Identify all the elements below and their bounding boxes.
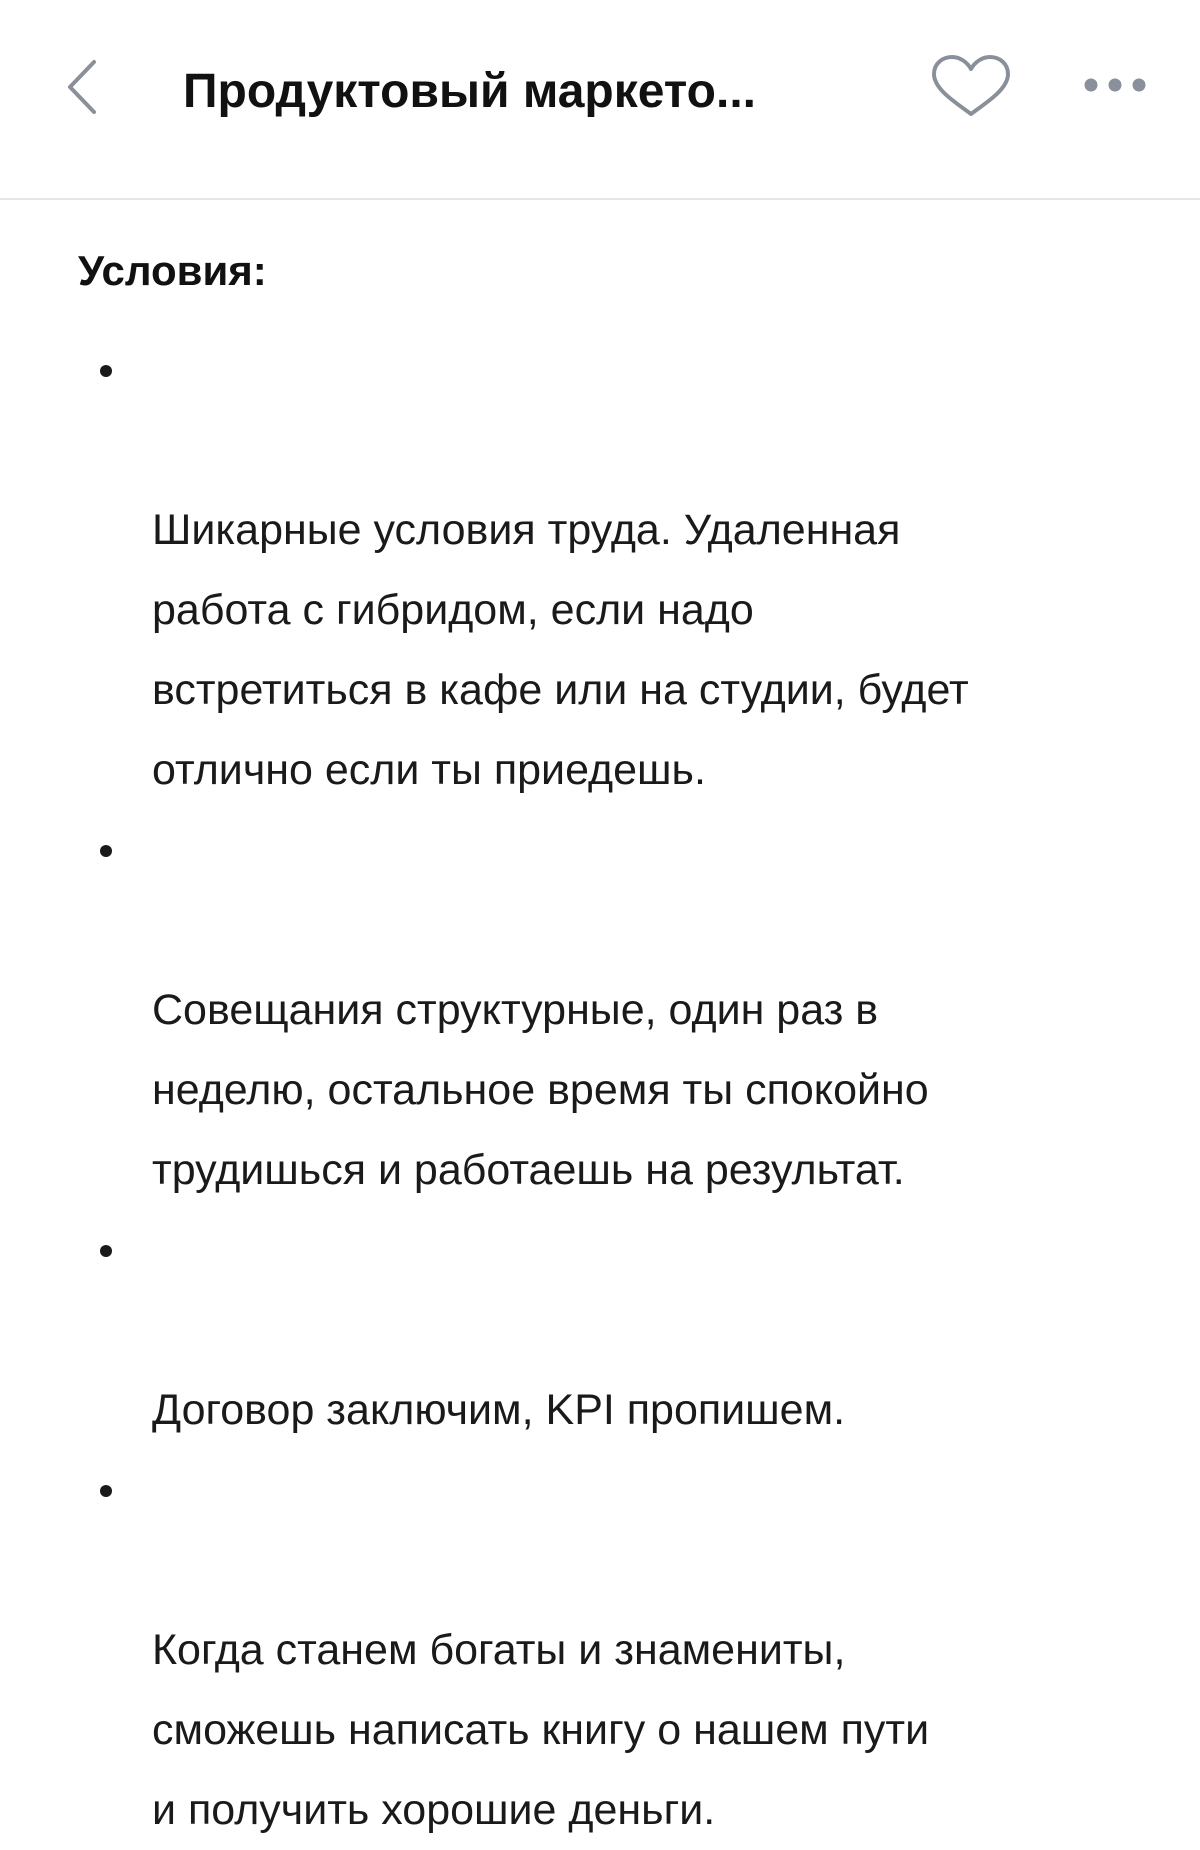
list-item <box>0 810 1200 1210</box>
bullet-icon <box>100 1245 112 1257</box>
ellipsis-icon <box>1078 60 1152 110</box>
bullet-icon <box>100 365 112 377</box>
conditions-list <box>0 330 1200 1850</box>
page-title: Продуктовый маркето... <box>183 65 756 118</box>
section-heading: Условия: <box>78 247 267 294</box>
list-item-text: Когда станем богаты и знамениты, сможешь написать книгу о нашем пути и получить хорошие деньги. <box>152 1626 930 1834</box>
list-item-text: Договор заключим, KPI пропишем. <box>152 1386 846 1434</box>
bullet-icon <box>100 1485 112 1497</box>
list-item-text: Шикарные условия труда. Удаленная работа с гибридом, если надо встретиться в кафе или на студии, будет отлично если ты приедешь. <box>152 506 969 794</box>
list-item-text: Совещания структурные, один раз в неделю, остальное время ты спокойно трудишься и работаешь на результат. <box>152 986 929 1194</box>
favorite-button[interactable] <box>928 52 1014 122</box>
list-item <box>0 1210 1200 1450</box>
heart-outline-icon <box>928 52 1014 122</box>
bullet-icon <box>100 845 112 857</box>
more-options-button[interactable] <box>1078 60 1152 110</box>
top-bar <box>0 0 1200 200</box>
post-content <box>0 202 1200 1834</box>
list-item <box>0 1450 1200 1850</box>
back-button[interactable] <box>58 52 108 122</box>
list-item <box>0 330 1200 810</box>
chevron-left-icon <box>58 52 108 122</box>
